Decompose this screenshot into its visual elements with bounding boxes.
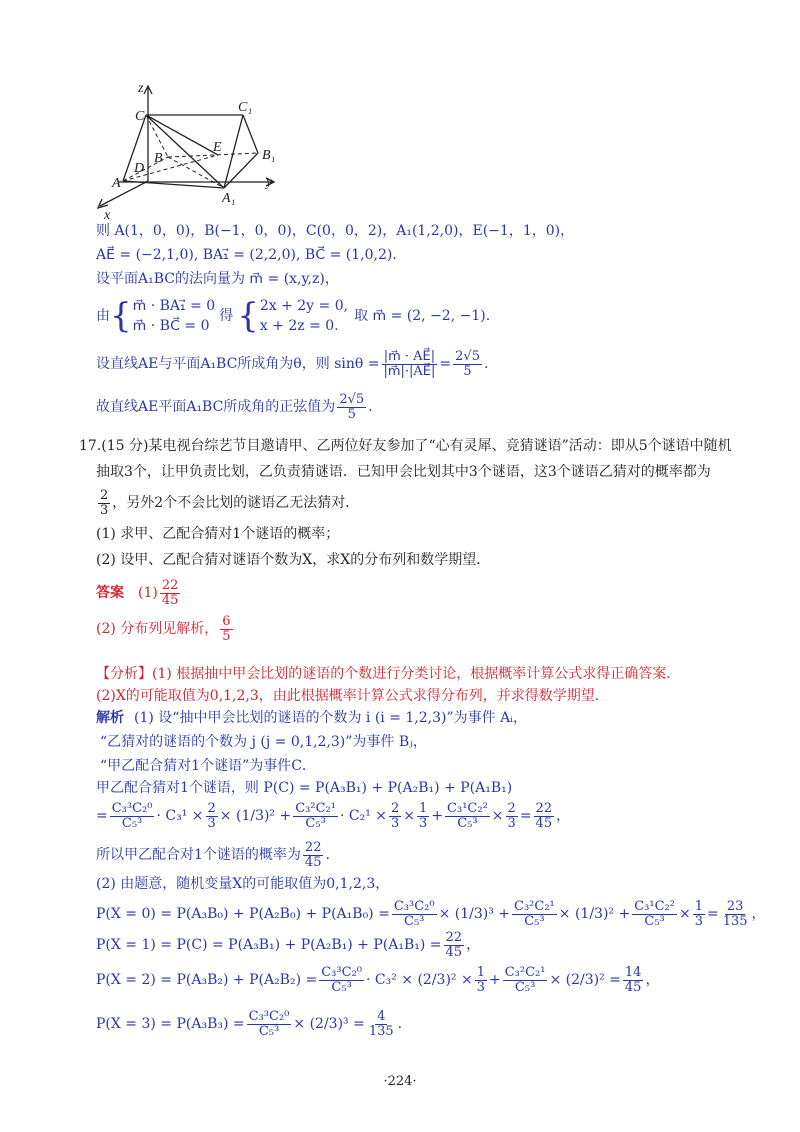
l5-frac2-num: 2: [207, 800, 216, 816]
l5-frac3: [293, 802, 338, 831]
p0-frac5-den: 135: [722, 913, 748, 929]
p0-frac4-den: 3: [694, 913, 703, 929]
question-1: (1) 求甲、乙配合猜对1个谜语的概率；: [96, 526, 340, 542]
p3-b: × (2/3)³ =: [293, 1016, 365, 1032]
l5-frac2-den: 3: [207, 815, 216, 831]
system-right: [260, 296, 348, 336]
p2-frac3-den: C₅³: [514, 979, 536, 995]
prism-figure: [88, 78, 288, 223]
question-2: (2) 设甲、乙配合猜对谜语个数为X，求X的分布列和数学期望．: [96, 552, 491, 568]
p2-frac4-den: 45: [624, 979, 642, 995]
l5-frac5: [417, 802, 429, 831]
p0-frac5-num: 23: [726, 898, 744, 914]
system-line: [96, 293, 490, 339]
conclusion-num: 2√5: [339, 391, 365, 407]
l5-frac8: [534, 802, 555, 831]
l5-frac4-num: 2: [391, 800, 400, 816]
answer1-den: 45: [161, 592, 179, 608]
label-x: x: [104, 208, 111, 223]
l5-frac1-den: C₅³: [121, 815, 143, 831]
system-row1: m⃗ · BA₁⃗ = 0: [132, 298, 216, 314]
answer2-den: 5: [222, 628, 231, 644]
p3-frac2-den: 135: [368, 1023, 394, 1039]
l6-prefix: 所以甲乙配合对1个谜语的概率为: [96, 847, 301, 863]
stem-line3-text: ，另外2个不会比划的谜语乙无法猜对．: [112, 495, 360, 511]
l5-frac7: [506, 802, 518, 831]
system-mid: 得: [219, 308, 234, 324]
answer1-num: 22: [161, 577, 179, 593]
p1-end: ，: [466, 937, 481, 953]
p0-frac1-num: C₃³C₂⁰: [393, 898, 435, 914]
p1-den: 45: [445, 944, 463, 960]
system-row4: x + 2z = 0.: [259, 318, 339, 334]
l5-frac6-den: C₅³: [457, 815, 478, 831]
p0-a: P(X = 0) = P(A₃B₀) + P(A₂B₀) + P(A₁B₀) =: [96, 906, 390, 922]
sin-value: [453, 350, 482, 379]
l5-frac2: [206, 802, 218, 831]
l5-d: · C₂¹ ×: [339, 808, 388, 824]
x-arrow: [98, 199, 108, 208]
p3-line: [96, 1004, 402, 1044]
p3-a: P(X = 3) = P(A₃B₃) =: [96, 1016, 245, 1032]
p1-frac: [444, 931, 465, 960]
p0-frac4: [693, 900, 705, 929]
l5-frac3-num: C₃²C₂¹: [295, 800, 336, 816]
problem17-line2: 抽取3个，让甲负责比划，乙负责猜谜语．已知甲会比划其中3个谜语，这3个谜语乙猜对的概率都为: [96, 464, 711, 480]
l5-c: × (1/3)² +: [219, 808, 292, 824]
stem-fraction: [98, 489, 110, 518]
p3-frac1-num: C₃³C₂⁰: [248, 1008, 290, 1024]
l5-frac1: [110, 802, 155, 831]
l5-frac4: [389, 802, 401, 831]
label-A1: A₁: [222, 191, 236, 206]
p0-end: ，: [751, 906, 766, 922]
p2-frac3: [503, 966, 548, 995]
system-left: [133, 296, 216, 336]
sin-value-num: 2√5: [455, 348, 480, 364]
sin-line: [96, 344, 488, 384]
p2-frac2-num: 1: [476, 964, 485, 980]
p2-frac3-num: C₃²C₂¹: [504, 964, 546, 980]
label-C1: C₁: [238, 100, 253, 115]
p3-frac1-den: C₅³: [258, 1023, 280, 1039]
x-axis: [100, 181, 148, 206]
solution-line6: [96, 838, 330, 872]
solution-line2: “乙猜对的谜语的个数为 j (j = 0,1,2,3)”为事件 Bⱼ，: [100, 734, 427, 750]
p0-d: ×: [678, 906, 691, 922]
label-y: y: [266, 175, 273, 190]
sin-fraction: [381, 350, 437, 379]
analysis-line2: (2)X的可能取值为0,1,2,3，由此根据概率计算公式求得分布列，并求得数学期望．: [96, 688, 609, 704]
p3-frac2: [367, 1010, 396, 1039]
brace-icon: {: [237, 296, 259, 336]
l6-fraction: [303, 841, 324, 870]
l5-frac6-num: C₃¹C₂²: [447, 800, 488, 816]
l5-h: =: [519, 808, 532, 824]
p1-a: P(X = 1) = P(C) = P(A₃B₁) + P(A₂B₁) + P(A₁B₁) =: [96, 937, 442, 953]
eq-sign: =: [96, 808, 108, 824]
label-z: z: [138, 81, 144, 96]
sin-eq: =: [439, 356, 452, 372]
p2-frac4-num: 14: [624, 964, 642, 980]
label-E: E: [213, 140, 222, 155]
l5-frac6: [445, 802, 490, 831]
p2-frac1: [319, 966, 364, 995]
l5-frac8-num: 22: [535, 800, 553, 816]
l5-end: ，: [556, 808, 571, 824]
sin-num: |m⃗ · AE⃗|: [383, 348, 436, 364]
p2-frac1-den: C₅³: [331, 979, 352, 995]
coords-line: 则 A(1，0，0)，B(−1，0，0)，C(0，0，2)，A₁(1,2,0)，E(−1，1，0)，: [96, 223, 575, 239]
page-number: ·224·: [383, 1074, 417, 1089]
answer1-fraction: [160, 579, 181, 608]
l5-g: ×: [491, 808, 504, 824]
p0-frac1: [392, 900, 437, 929]
sin-value-den: 5: [463, 363, 472, 379]
p2-line: [96, 960, 659, 1000]
p2-a: P(X = 2) = P(A₃B₂) + P(A₂B₂) =: [96, 972, 318, 988]
p2-b: · C₃² × (2/3)² ×: [365, 972, 473, 988]
l6-num: 22: [304, 839, 322, 855]
p0-frac1-den: C₅³: [404, 913, 425, 929]
solution-label: 解析: [96, 710, 124, 726]
p0-c: × (1/3)² +: [558, 906, 631, 922]
answer2-num: 6: [222, 613, 231, 629]
l5-e: ×: [403, 808, 416, 824]
answer2-fraction: [220, 615, 232, 644]
p0-e: =: [706, 906, 719, 922]
sin-den: |m⃗|·|AE⃗|: [383, 363, 436, 379]
system-row2: m⃗ · BC⃗ = 0: [132, 318, 210, 334]
label-A: A: [112, 176, 121, 191]
p0-frac2: [512, 900, 557, 929]
p2-c: +: [488, 972, 501, 988]
p2-d: × (2/3)² =: [549, 972, 621, 988]
conclusion-den: 5: [347, 406, 356, 422]
conclusion-line: [96, 390, 373, 424]
p0-frac3-den: C₅³: [644, 913, 665, 929]
p0-frac5: [721, 900, 750, 929]
p3-frac2-num: 4: [377, 1008, 386, 1024]
solution-l1: (1) 设“抽中甲会比划的谜语的个数为 i (i = 1,2,3)”为事件 Aᵢ，: [134, 710, 528, 726]
l5-frac4-den: 3: [391, 815, 400, 831]
l5-frac5-num: 1: [419, 800, 428, 816]
solution-line1: [96, 708, 527, 728]
l6-end: .: [325, 847, 330, 863]
label-B1: B₁: [262, 148, 276, 163]
problem17-line1: 17.(15 分)某电视台综艺节目邀请甲、乙两位好友参加了“心有灵犀、竞猜谜语”活动：即从5个谜语中随机: [79, 438, 732, 454]
answer1-prefix: (1): [138, 585, 158, 601]
sin-end: .: [483, 356, 489, 372]
p1-line: [96, 928, 480, 962]
solution-line3: “甲乙配合猜对1个谜语”为事件C．: [100, 758, 316, 774]
stem-frac-num: 2: [100, 487, 109, 503]
l5-b: · C₃¹ ×: [156, 808, 204, 824]
brace-icon: {: [110, 296, 132, 336]
analysis-line1: 【分析】(1) 根据抽中甲会比划的谜语的个数进行分类讨论，根据概率计算公式求得正确答案．: [96, 666, 681, 682]
p3-frac1: [247, 1010, 292, 1039]
p2-frac2-den: 3: [476, 979, 485, 995]
answer-line2: [96, 612, 235, 646]
p0-b: × (1/3)³ +: [438, 906, 511, 922]
l5-frac5-den: 3: [419, 815, 428, 831]
answer-label: 答案: [96, 585, 124, 601]
system-row3: 2x + 2y = 0,: [259, 298, 349, 314]
conclusion-end: .: [368, 399, 373, 415]
p0-frac3-num: C₃¹C₂²: [634, 898, 675, 914]
conclusion-fraction: [337, 393, 366, 422]
p0-frac2-den: C₅³: [524, 913, 545, 929]
p0-frac4-num: 1: [694, 898, 703, 914]
solution-line5: [96, 796, 570, 836]
solution-line7: (2) 由题意，随机变量X的可能取值为0,1,2,3，: [96, 876, 390, 892]
label-C: C: [135, 109, 145, 124]
l5-frac1-num: C₃³C₂⁰: [111, 800, 153, 816]
answer-line1: [96, 576, 182, 610]
p2-end: ，: [645, 972, 660, 988]
l5-f: +: [431, 808, 444, 824]
system-suffix: 取 m⃗ = (2, −2, −1).: [354, 308, 491, 324]
l5-frac3-den: C₅³: [305, 815, 326, 831]
l5-frac7-den: 3: [507, 815, 516, 831]
p2-frac2: [475, 966, 487, 995]
normal-vector-line: 设平面A₁BC的法向量为 m⃗ = (x,y,z)，: [96, 271, 339, 287]
stem-frac-den: 3: [100, 502, 109, 518]
l5-frac8-den: 45: [535, 815, 553, 831]
conclusion-prefix: 故直线AE平面A₁BC所成角的正弦值为: [96, 399, 336, 415]
sin-prefix: 设直线AE与平面A₁BC所成角为θ，则 sinθ =: [96, 356, 380, 372]
p2-frac1-num: C₃³C₂⁰: [321, 964, 362, 980]
p2-frac4: [623, 966, 644, 995]
p0-frac2-num: C₃²C₂¹: [514, 898, 555, 914]
p0-frac3: [632, 900, 677, 929]
label-D: D: [134, 161, 145, 176]
vectors-line: AE⃗ = (−2,1,0), BA₁⃗ = (2,2,0), BC⃗ = (1,0,2).: [96, 247, 397, 263]
p3-end: .: [397, 1016, 403, 1032]
problem17-line3: [96, 486, 359, 520]
answer2-text: (2) 分布列见解析，: [96, 621, 219, 637]
label-B: B: [154, 151, 163, 166]
system-prefix: 由: [96, 308, 110, 324]
l6-den: 45: [304, 854, 322, 870]
l5-frac7-num: 2: [507, 800, 516, 816]
solution-line4: 甲乙配合猜对1个谜语，则 P(C) = P(A₃B₁) + P(A₂B₁) + P(A₁B₁): [96, 780, 513, 796]
p1-num: 22: [445, 929, 463, 945]
